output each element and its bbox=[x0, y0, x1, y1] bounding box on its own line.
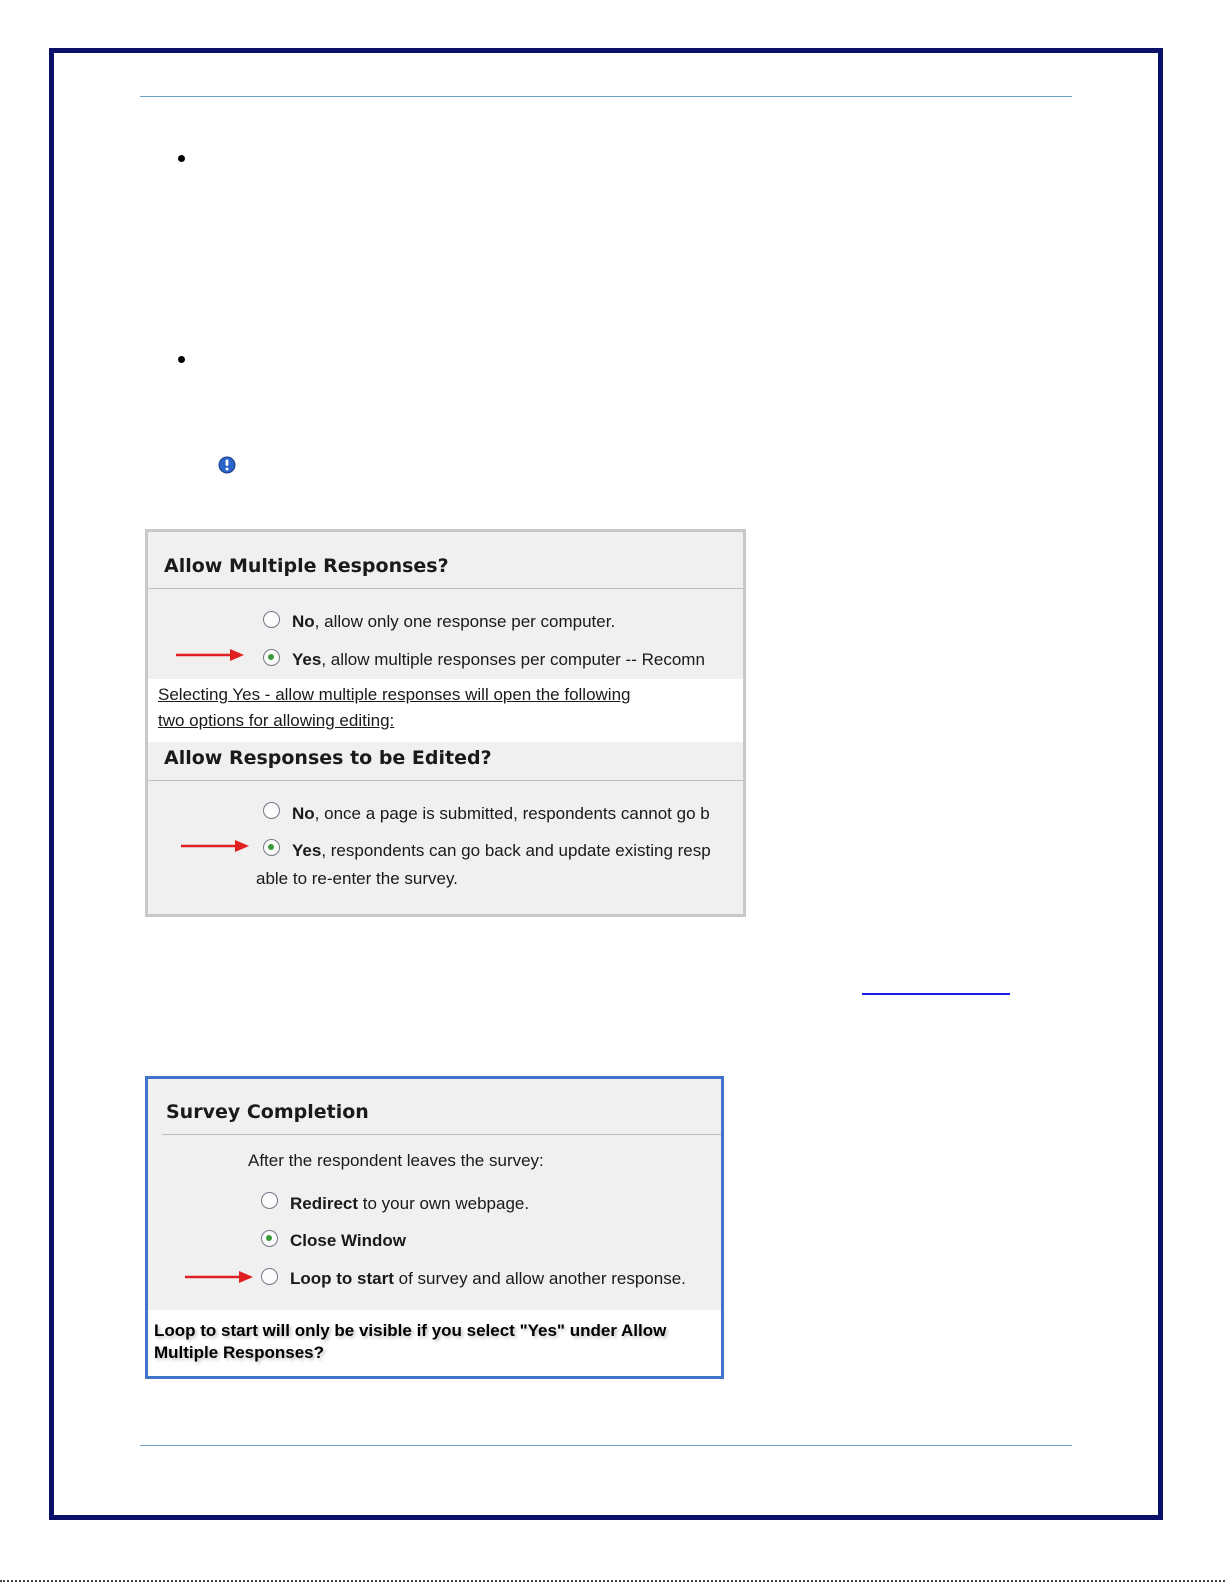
option-redirect: Redirect to your own webpage. bbox=[290, 1194, 530, 1213]
radio-yes-multiple[interactable] bbox=[263, 649, 280, 666]
option-yes-edit: Yes, respondents can go back and update existing resp bbox=[292, 841, 711, 860]
bottom-note-text: Loop to start will only be visible if you select "Yes" under Allow Multiple Responses? bbox=[154, 1321, 667, 1362]
bullet-point bbox=[178, 356, 185, 363]
option-close-window: Close Window bbox=[290, 1231, 407, 1250]
page-break-line bbox=[0, 1580, 1225, 1582]
section-divider bbox=[148, 588, 743, 589]
bullet-point bbox=[178, 155, 185, 162]
radio-yes-edit[interactable] bbox=[263, 839, 280, 856]
completion-intro: After the respondent leaves the survey: bbox=[248, 1151, 544, 1170]
allow-multiple-responses-panel bbox=[145, 529, 746, 917]
footer-rule bbox=[140, 1445, 1072, 1446]
radio-close-window[interactable] bbox=[261, 1230, 278, 1247]
radio-no-edit[interactable] bbox=[263, 802, 280, 819]
option-no-multiple: No, allow only one response per computer. bbox=[292, 612, 616, 631]
bottom-note bbox=[148, 1310, 721, 1376]
header-rule bbox=[140, 96, 1072, 97]
note-line: two options for allowing editing: bbox=[158, 711, 395, 730]
radio-loop-to-start[interactable] bbox=[261, 1268, 278, 1285]
option-loop-to-start: Loop to start of survey and allow another response. bbox=[290, 1269, 686, 1288]
red-arrow-icon bbox=[179, 838, 251, 854]
section-divider bbox=[162, 1134, 721, 1135]
option-continuation: able to re-enter the survey. bbox=[256, 869, 458, 888]
radio-redirect[interactable] bbox=[261, 1192, 278, 1209]
hyperlink[interactable] bbox=[862, 979, 1010, 995]
red-arrow-icon bbox=[183, 1269, 255, 1285]
survey-completion-panel bbox=[145, 1076, 724, 1379]
section-title: Allow Multiple Responses? bbox=[164, 555, 449, 577]
section-title: Survey Completion bbox=[166, 1101, 369, 1123]
note-line: Selecting Yes - allow multiple responses will open the following bbox=[158, 685, 631, 704]
option-no-edit: No, once a page is submitted, respondents cannot go b bbox=[292, 804, 710, 823]
option-yes-multiple: Yes, allow multiple responses per computer -- Recomn bbox=[292, 650, 705, 669]
red-arrow-icon bbox=[174, 647, 246, 663]
section-divider bbox=[148, 780, 743, 781]
radio-no-multiple[interactable] bbox=[263, 611, 280, 628]
info-icon bbox=[218, 456, 236, 474]
section-title: Allow Responses to be Edited? bbox=[164, 747, 492, 769]
note-strip bbox=[148, 679, 743, 742]
